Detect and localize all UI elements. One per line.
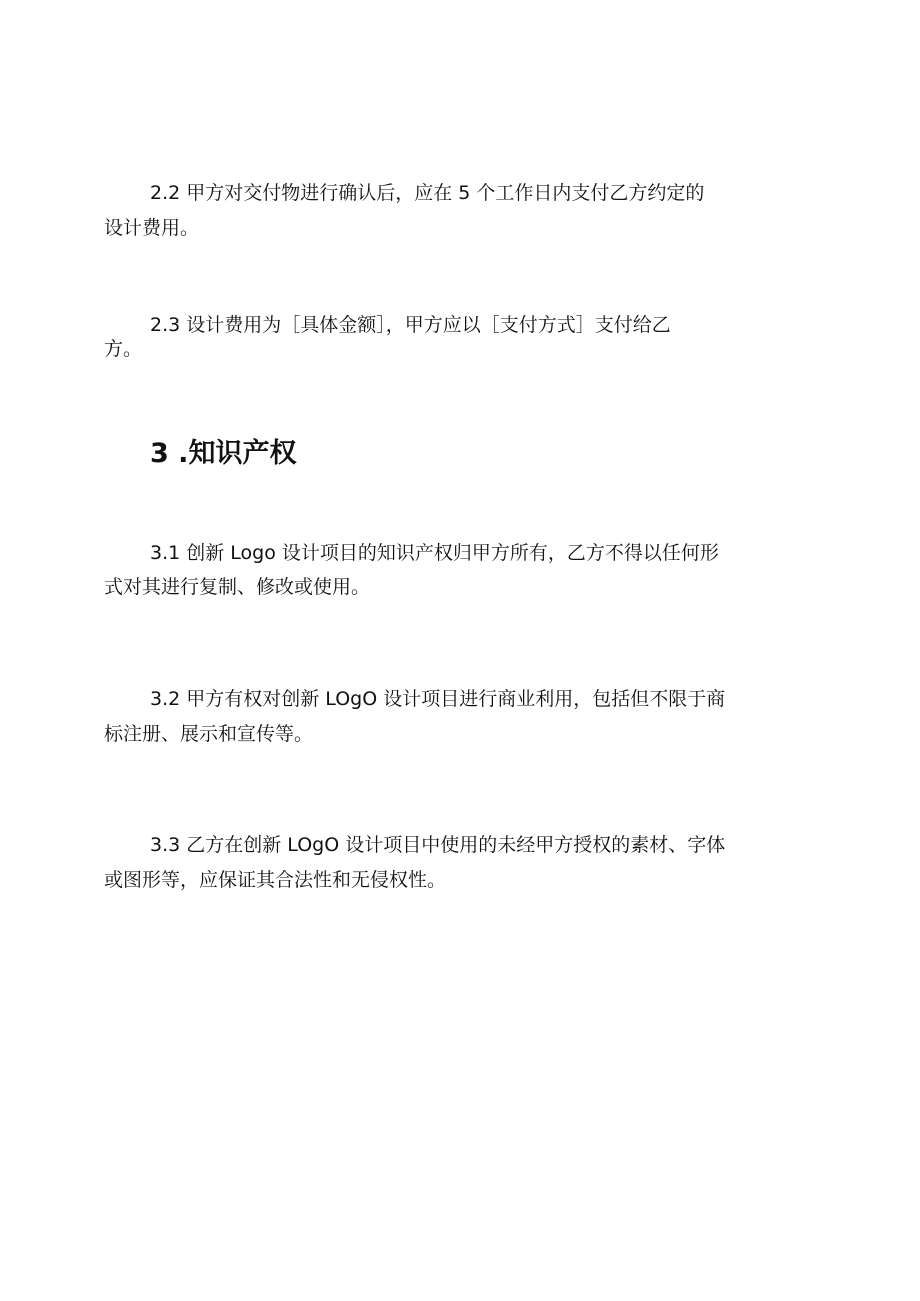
clause-3-3-line-1: 3.3 乙方在创新 LOgO 设计项目中使用的未经甲方授权的素材、字体 <box>150 834 726 856</box>
clause-2-3-line-2: 方。 <box>104 338 143 360</box>
clause-3-1 <box>104 542 804 598</box>
clause-3-1-line-2: 式对其进行复制、修改或使用。 <box>104 576 371 598</box>
clause-2-2 <box>104 182 804 239</box>
clause-2-2-line-1: 2.2 甲方对交付物进行确认后，应在 5 个工作日内支付乙方约定的 <box>150 182 705 204</box>
clause-2-3-line-1: 2.3 设计费用为［具体金额］，甲方应以［支付方式］支付给乙 <box>150 314 671 336</box>
clause-3-2-line-1: 3.2 甲方有权对创新 LOgO 设计项目进行商业利用，包括但不限于商 <box>150 688 726 710</box>
clause-3-1-line-1: 3.1 创新 Logo 设计项目的知识产权归甲方所有，乙方不得以任何形 <box>150 542 719 564</box>
clause-3-3 <box>104 834 804 891</box>
clause-3-3-line-2: 或图形等，应保证其合法性和无侵权性。 <box>104 869 447 891</box>
clause-3-2 <box>104 688 804 745</box>
section-3-heading: 3 .知识产权 <box>150 438 297 469</box>
clause-2-2-line-2: 设计费用。 <box>104 217 200 239</box>
clause-2-3 <box>104 314 804 360</box>
clause-3-2-line-2: 标注册、展示和宣传等。 <box>104 723 314 745</box>
